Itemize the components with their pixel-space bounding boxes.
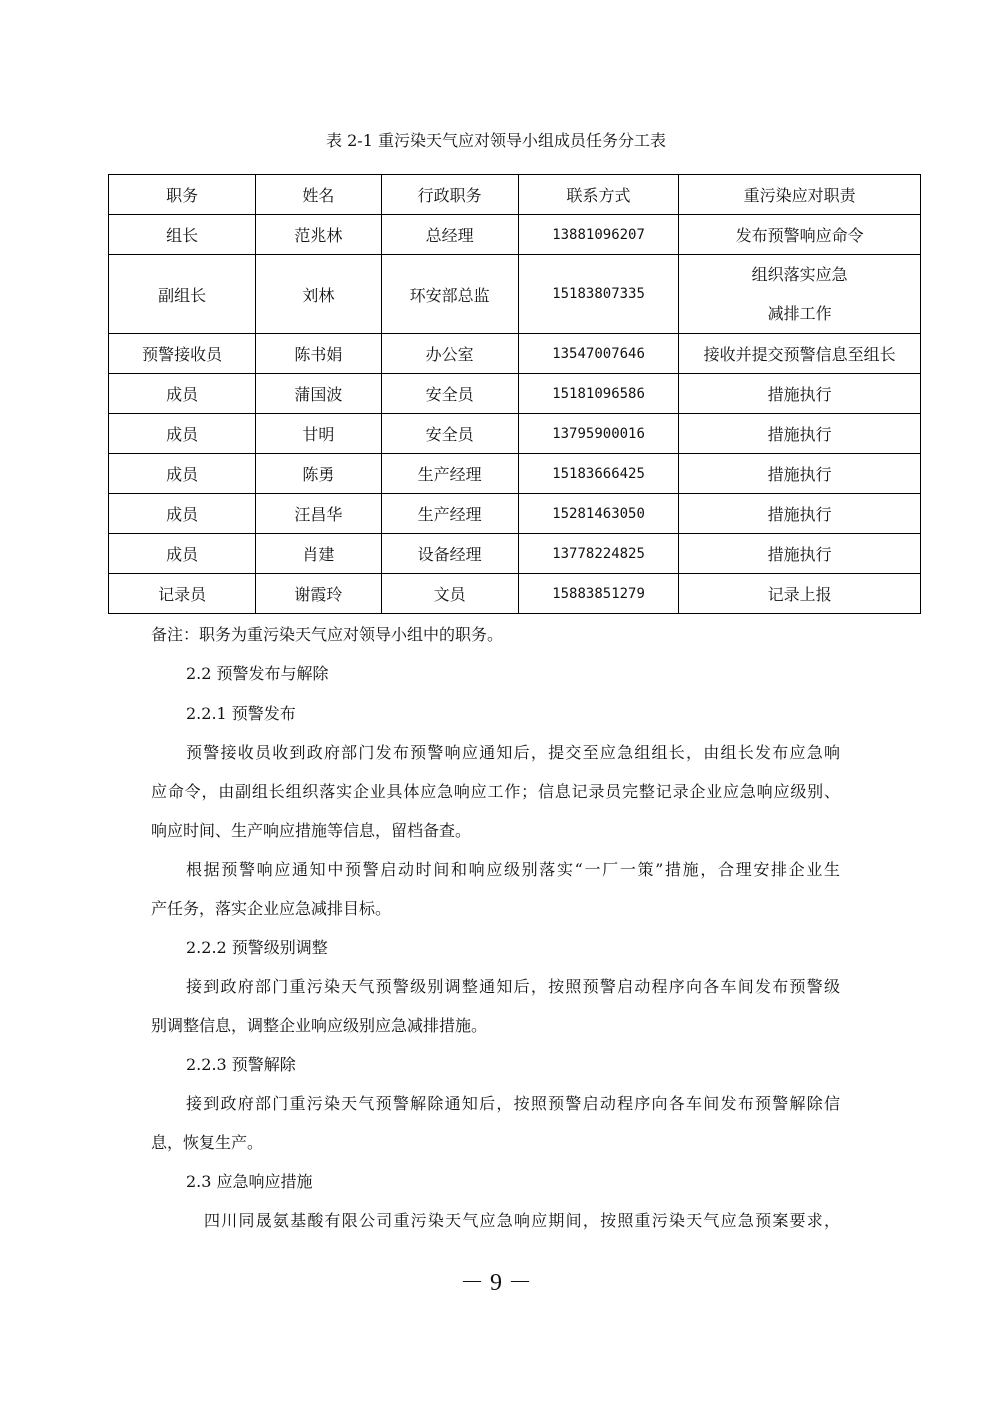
table-cell: 13795900016 — [518, 414, 679, 454]
table-cell: 陈勇 — [256, 454, 381, 494]
table-caption: 表 2-1 重污染天气应对领导小组成员任务分工表 — [326, 131, 666, 150]
table-row — [109, 574, 921, 614]
table-cell: 安全员 — [381, 374, 518, 414]
cell-line: 减排工作 — [767, 304, 832, 323]
section-heading: 2.2.3 预警解除 — [186, 1055, 296, 1074]
table-cell: 安全员 — [381, 414, 518, 454]
table-cell: 成员 — [109, 454, 256, 494]
table-cell: 办公室 — [381, 334, 518, 374]
table-cell: 措施执行 — [679, 374, 921, 414]
table-cell: 组长 — [109, 215, 256, 255]
table-cell: 汪昌华 — [256, 494, 381, 534]
table-cell: 副组长 — [109, 255, 256, 334]
table-cell: 蒲国波 — [256, 374, 381, 414]
section-heading: 2.3 应急响应措施 — [186, 1172, 313, 1191]
table-cell: 13778224825 — [518, 534, 679, 574]
table-cell: 预警接收员 — [109, 334, 256, 374]
table-row — [109, 255, 921, 334]
table-row — [109, 334, 921, 374]
table-row — [109, 494, 921, 534]
table-cell: 13547007646 — [518, 334, 679, 374]
table-header-cell: 姓名 — [256, 175, 381, 215]
table-header-cell: 行政职务 — [381, 175, 518, 215]
table-row — [109, 414, 921, 454]
table-cell: 成员 — [109, 494, 256, 534]
table-cell: 总经理 — [381, 215, 518, 255]
table-cell: 成员 — [109, 374, 256, 414]
paragraph-line: 应命令，由副组长组织落实企业具体应急响应工作；信息记录员完整记录企业应急响应级别、 — [151, 782, 840, 801]
table-cell: 记录员 — [109, 574, 256, 614]
table-cell: 甘明 — [256, 414, 381, 454]
section-heading: 2.2.2 预警级别调整 — [186, 938, 328, 957]
table-cell: 成员 — [109, 534, 256, 574]
table-cell: 15181096586 — [518, 374, 679, 414]
table-cell: 成员 — [109, 414, 256, 454]
table-cell: 谢霞玲 — [256, 574, 381, 614]
table-row — [109, 374, 921, 414]
table-header-row — [109, 175, 921, 215]
table-cell: 环安部总监 — [381, 255, 518, 334]
table-row — [109, 534, 921, 574]
table-cell: 15183666425 — [518, 454, 679, 494]
table-cell: 记录上报 — [679, 574, 921, 614]
table-cell: 生产经理 — [381, 494, 518, 534]
table-cell: 接收并提交预警信息至组长 — [679, 334, 921, 374]
paragraph-line: 响应时间、生产响应措施等信息，留档备查。 — [151, 821, 472, 840]
section-heading: 2.2.1 预警发布 — [186, 704, 296, 723]
table-cell: 15883851279 — [518, 574, 679, 614]
table-note: 备注：职务为重污染天气应对领导小组中的职务。 — [151, 625, 504, 644]
table-cell: 措施执行 — [679, 414, 921, 454]
table-header-cell: 重污染应对职责 — [679, 175, 921, 215]
table-cell: 范兆林 — [256, 215, 381, 255]
table-cell — [679, 255, 921, 334]
table-cell: 生产经理 — [381, 454, 518, 494]
paragraph-line: 接到政府部门重污染天气预警级别调整通知后，按照预警启动程序向各车间发布预警级 — [186, 977, 840, 996]
paragraph-line: 接到政府部门重污染天气预警解除通知后，按照预警启动程序向各车间发布预警解除信 — [186, 1094, 840, 1113]
paragraph-line: 产任务，落实企业应急减排目标。 — [151, 899, 392, 918]
paragraph-line: 别调整信息，调整企业响应级别应急减排措施。 — [151, 1016, 488, 1035]
table-cell: 陈书娟 — [256, 334, 381, 374]
table-cell: 措施执行 — [679, 454, 921, 494]
paragraph-line: 四川同晟氨基酸有限公司重污染天气应急响应期间，按照重污染天气应急预案要求， — [204, 1211, 840, 1230]
table-row — [109, 215, 921, 255]
table-cell: 文员 — [381, 574, 518, 614]
table-header-cell: 联系方式 — [518, 175, 679, 215]
cell-line: 组织落实应急 — [751, 265, 848, 284]
table-cell: 刘林 — [256, 255, 381, 334]
table-cell: 13881096207 — [518, 215, 679, 255]
section-heading: 2.2 预警发布与解除 — [186, 664, 329, 683]
paragraph-line: 预警接收员收到政府部门发布预警响应通知后，提交至应急组组长，由组长发布应急响 — [186, 743, 840, 762]
table-cell: 15281463050 — [518, 494, 679, 534]
paragraph-line: 息，恢复生产。 — [151, 1133, 264, 1152]
paragraph-line: 根据预警响应通知中预警启动时间和响应级别落实“一厂一策”措施，合理安排企业生 — [186, 860, 840, 879]
table-cell: 肖建 — [256, 534, 381, 574]
table-cell: 设备经理 — [381, 534, 518, 574]
table-cell: 发布预警响应命令 — [679, 215, 921, 255]
table-cell: 措施执行 — [679, 534, 921, 574]
table-header-cell: 职务 — [109, 175, 256, 215]
table-cell: 措施执行 — [679, 494, 921, 534]
table-cell: 15183807335 — [518, 255, 679, 334]
duty-table — [108, 174, 921, 614]
table-row — [109, 454, 921, 494]
page-number: － 9 － — [460, 1270, 532, 1296]
